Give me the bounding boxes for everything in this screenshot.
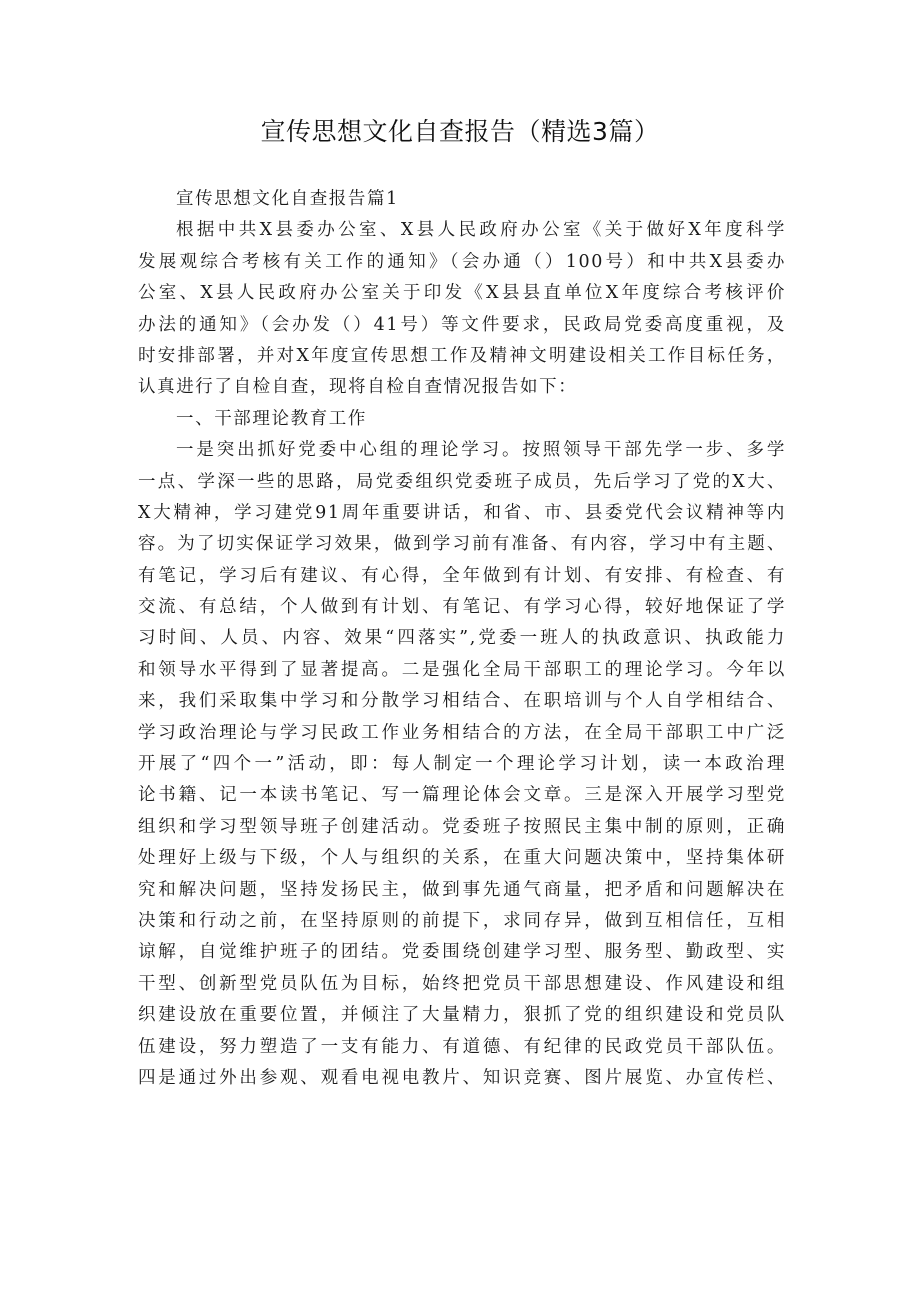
text-line: 究和解决问题，坚持发扬民主，做到事先通气商量，把矛盾和问题解决在 [138, 879, 786, 900]
text-line: 容。为了切实保证学习效果，做到学习前有准备、有内容，学习中有主题、 [138, 534, 786, 555]
document-title: 宣传思想文化自查报告（精选3篇） [260, 117, 660, 146]
text-line: 组织和学习型领导班子创建活动。党委班子按照民主集中制的原则，正确 [138, 816, 786, 837]
text-line: 时安排部署，并对X年度宣传思想工作及精神文明建设相关工作目标任务， [138, 345, 786, 366]
text-line: 处理好上级与下级，个人与组织的关系，在重大问题决策中，坚持集体研 [138, 848, 786, 869]
text-line: 来，我们采取集中学习和分散学习相结合、在职培训与个人自学相结合、 [138, 691, 786, 712]
document-body [138, 184, 786, 1094]
text-line: 学习政治理论与学习民政工作业务相结合的方法，在全局干部职工中广泛 [138, 722, 786, 743]
text-line: 一是突出抓好党委中心组的理论学习。按照领导干部先学一步、多学 [176, 440, 786, 461]
text-line: 四是通过外出参观、观看电视电教片、知识竞赛、图片展览、办宣传栏、 [138, 1067, 786, 1088]
text-line: 办法的通知》（会办发（）41号）等文件要求，民政局党委高度重视，及 [138, 314, 786, 335]
text-line: 谅解，自觉维护班子的团结。党委围绕创建学习型、服务型、勤政型、实 [138, 942, 786, 963]
text-line: 有笔记，学习后有建议、有心得，全年做到有计划、有安排、有检查、有 [138, 565, 786, 586]
text-line: 和领导水平得到了显著提高。二是强化全局干部职工的理论学习。今年以 [138, 659, 786, 680]
text-line: 习时间、人员、内容、效果“四落实”,党委一班人的执政意识、执政能力 [138, 628, 786, 649]
text-line: 公室、X县人民政府办公室关于印发《X县县直单位X年度综合考核评价 [138, 283, 786, 304]
text-line: 认真进行了自检自查，现将自检自查情况报告如下： [138, 377, 578, 398]
text-line: 伍建设，努力塑造了一支有能力、有道德、有纪律的民政党员干部队伍。 [138, 1036, 786, 1057]
text-line: 一、干部理论教育工作 [176, 408, 367, 429]
text-line: 宣传思想文化自查报告篇1 [176, 189, 399, 209]
text-line: 织建设放在重要位置，并倾注了大量精力，狠抓了党的组织建设和党员队 [138, 1005, 786, 1026]
text-line: 交流、有总结，个人做到有计划、有笔记、有学习心得，较好地保证了学 [138, 597, 786, 618]
text-line: 根据中共X县委办公室、X县人民政府办公室《关于做好X年度科学 [176, 220, 786, 241]
text-line: X大精神，学习建党91周年重要讲话，和省、市、县委党代会议精神等内 [138, 502, 786, 523]
text-line: 论书籍、记一本读书笔记、写一篇理论体会文章。三是深入开展学习型党 [138, 785, 786, 806]
text-line: 一点、学深一些的思路，局党委组织党委班子成员，先后学习了党的X大、 [138, 471, 786, 492]
text-line: 干型、创新型党员队伍为目标，始终把党员干部思想建设、作风建设和组 [138, 973, 786, 994]
text-line: 决策和行动之前，在坚持原则的前提下，求同存异，做到互相信任，互相 [138, 910, 786, 931]
text-line: 开展了“四个一”活动，即：每人制定一个理论学习计划，读一本政治理 [138, 754, 786, 775]
text-line: 发展观综合考核有关工作的通知》（会办通（）100号）和中共X县委办 [138, 251, 786, 272]
